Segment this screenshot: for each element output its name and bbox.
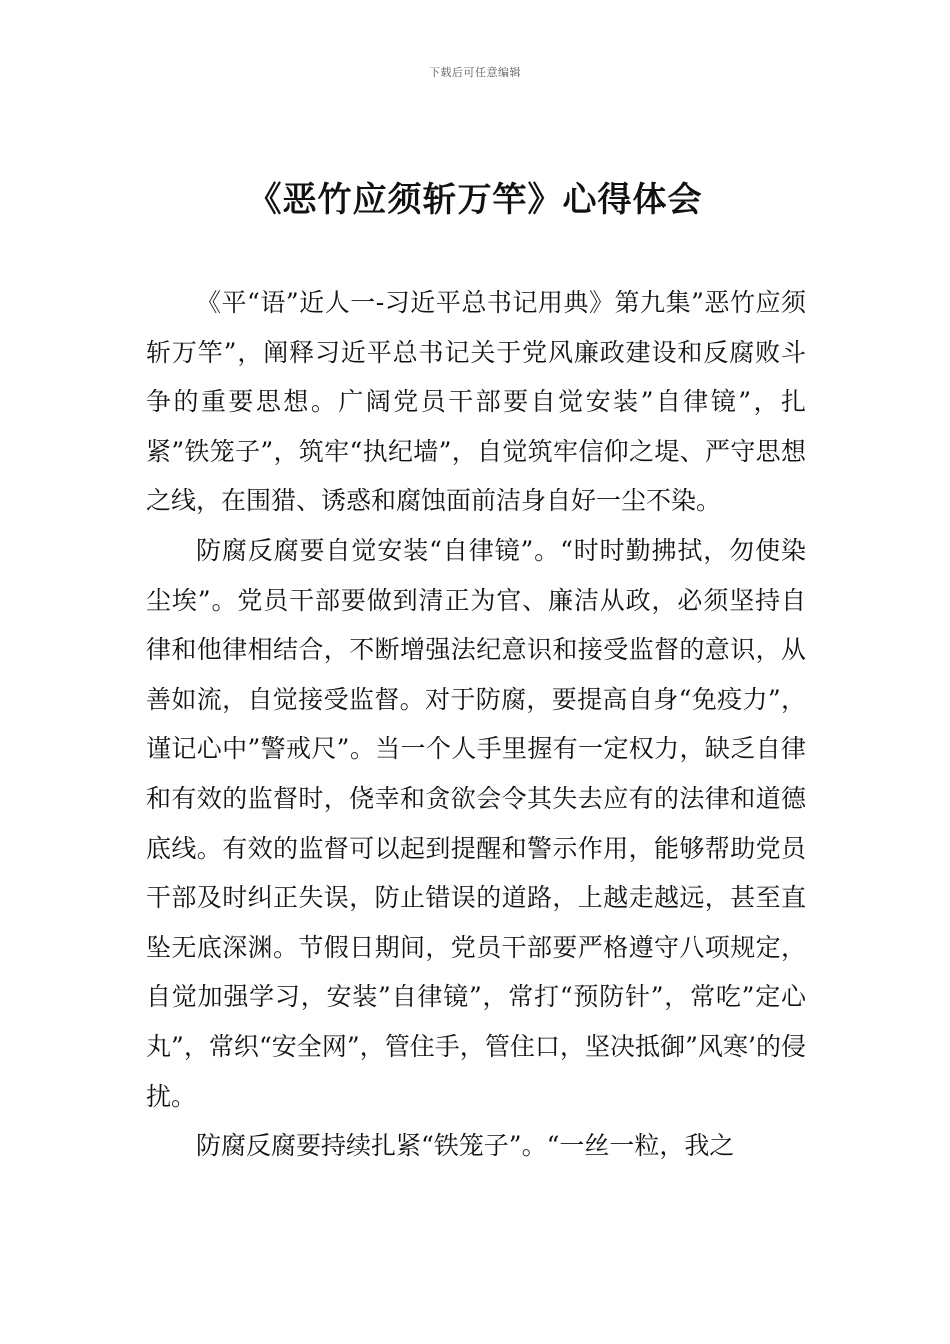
paragraph-intro: 《平“语”近人一-习近平总书记用典》第九集”恶竹应须斩万竿”，阐释习近平总书记关于党风廉政建设和反腐败斗争的重要思想。广阔党员干部要自觉安装”自律镜”，扎紧”铁笼子”，筑牢“执纪墙”，自觉筑牢信仰之堤、严守思想之线，在围猎、诱惑和腐蚀面前洁身自好一尘不染。	[146, 288, 806, 516]
paragraph-self-discipline: 防腐反腐要自觉安装“自律镜”。“时时勤拂拭，勿使染尘埃”。党员干部要做到清正为官、廉洁从政，必须坚持自律和他律相结合，不断增强法纪意识和接受监督的意识，从善如流，自觉接受监督。对于防腐，要提高自身“免疫力”，谨记心中”警戒尺”。当一个人手里握有一定权力，缺乏自律和有效的监督时，侥幸和贪欲会令其失去应有的法律和道德底线。有效的监督可以起到提醒和警示作用，能够帮助党员干部及时纠正失误，防止错误的道路，上越走越远，甚至直坠无底深渊。节假日期间，党员干部要严格遵守八项规定，自觉加强学习，安装”自律镜”，常打“预防针”，常吃”定心丸”，常织“安全网”，管住手，管住口，坚决抵御”风寒’的侵扰。	[146, 535, 806, 1111]
document-body	[146, 278, 806, 1171]
document-title: 《恶竹应须斩万竿》心得体会	[247, 180, 703, 220]
header-note: 下载后可任意编辑	[429, 66, 521, 79]
paragraph-iron-cage: 防腐反腐要持续扎紧“铁笼子”。“一丝一粒，我之	[196, 1131, 735, 1161]
